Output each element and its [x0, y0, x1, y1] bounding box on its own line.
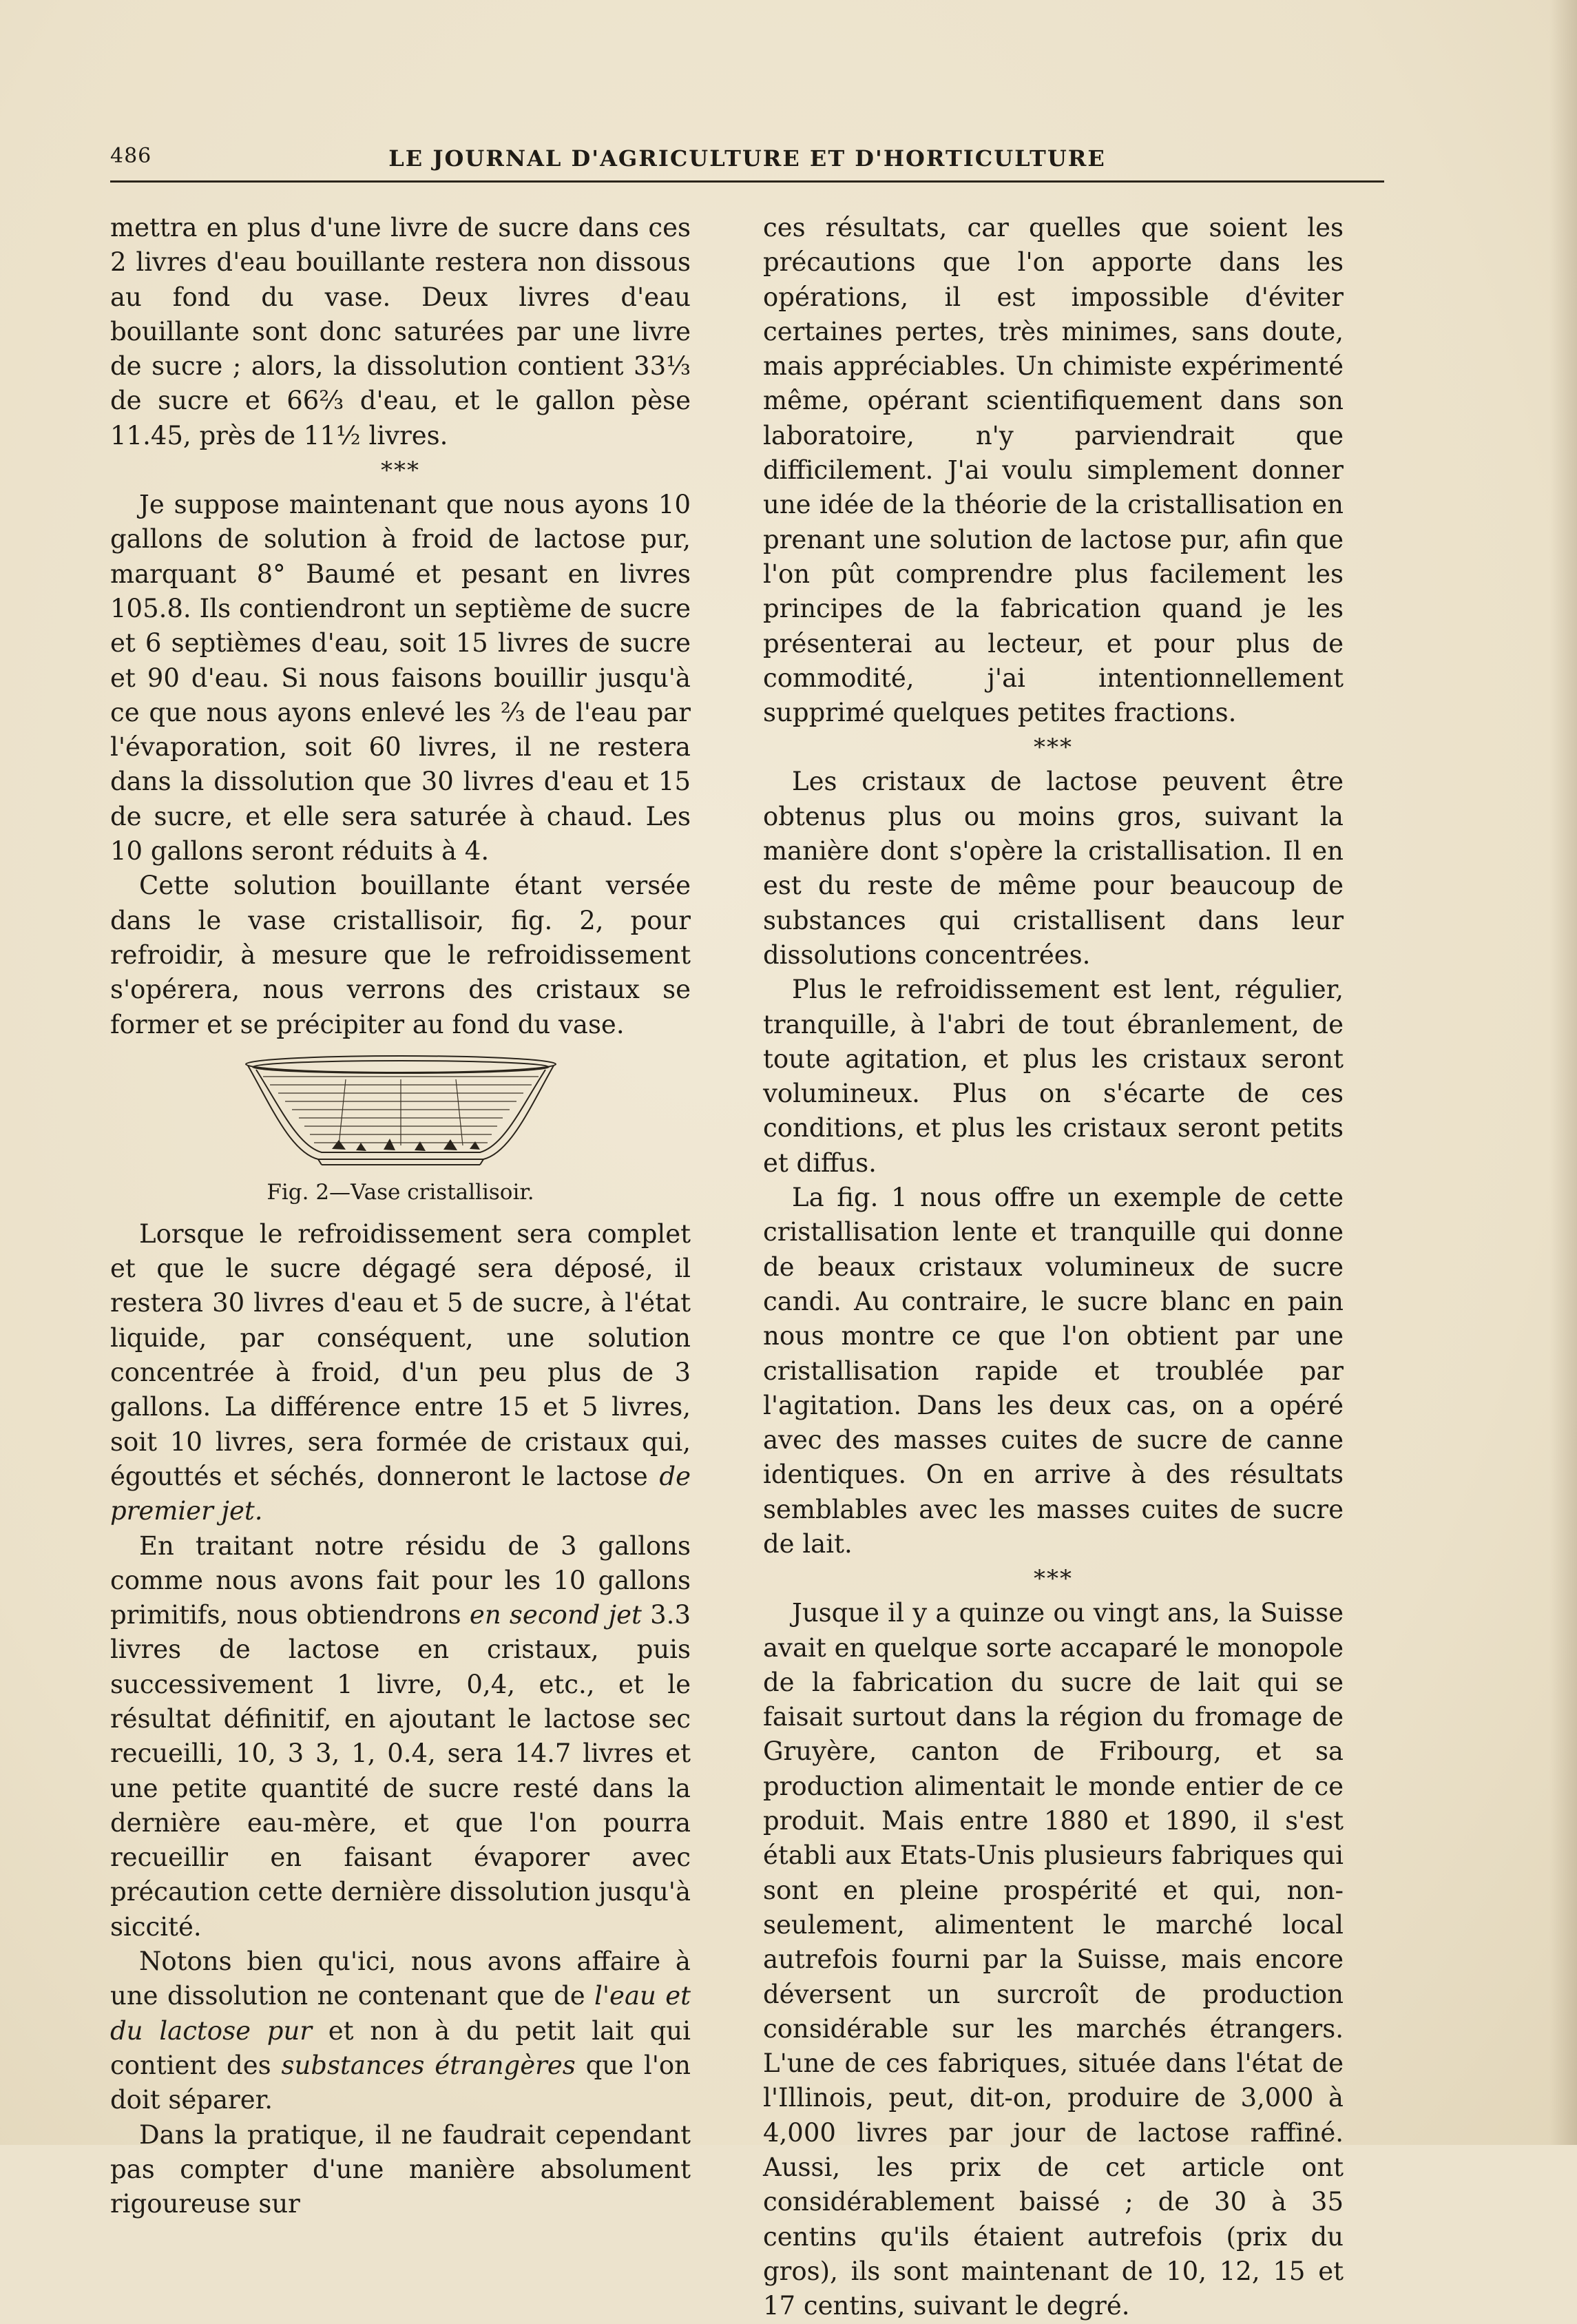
section-separator-stars: ***: [1034, 734, 1073, 762]
italic-text: l'eau et du lactose pur: [110, 1981, 691, 2046]
paragraph: Je suppose maintenant que nous ayons 10 gallons de solution à froid de lactose pur, marquant 8° Baumé et pesant en livres 105.8. Ils contiendront un septième de sucre et 6 septièmes d'eau, soit 15 livres de sucre et 90 d'eau. Si nous faisons bouillir jusqu'à ce que nous ayons enlevé les ⅔ de l'eau par l'évaporation, soit 60 livres, il ne restera dans la dissolution que 30 livres d'eau et 15 de sucre, et elle sera saturée à chaud. Les 10 gallons seront réduits à 4.: [110, 490, 691, 867]
crystallizing-vase-illustration: [242, 1049, 559, 1173]
page-header: [110, 141, 1384, 176]
running-title: LE JOURNAL D'AGRICULTURE ET D'HORTICULTURE: [388, 145, 1106, 172]
header-rule: [110, 180, 1384, 183]
paragraph: Lorsque le refroidissement sera complet et que le sucre dégagé sera déposé, il restera 30 livres d'eau et 5 de sucre, à l'état liquide, par conséquent, une solution concentrée à froid, d'un peu plus de 3 gallons. La différence entre 15 et 5 livres, soit 10 livres, sera formée de cristaux qui, égouttés et séchés, donneront le lactose de premier jet.: [110, 1218, 691, 1526]
paragraph: Dans la pratique, il ne faudrait cependant pas compter d'une manière absolument rigoureuse sur: [110, 2119, 691, 2219]
italic-text: en second jet: [469, 1600, 642, 1630]
italic-text: substances étrangères: [281, 2050, 576, 2080]
left-column: [110, 211, 691, 2221]
section-separator-stars: ***: [1034, 1565, 1073, 1593]
paragraph: Jusque il y a quinze ou vingt ans, la Suisse avait en quelque sorte accaparé le monopole de la fabrication du sucre de lait qui se faisait surtout dans la région du fromage de Gruyère, canton de Fribourg, et sa production alimentait le monde entier de ce produit. Mais entre 1880 et 1890, il s'est établi aux Etats-Unis plusieurs fabriques qui sont en pleine prospérité et qui, non-seulement, alimentent le marché local autrefois fourni par la Suisse, mais encore déversent un surcroît de production considérable sur les marchés étrangers. L'une de ces fabriques, située dans l'état de l'Illinois, peut, dit-on, produire de 3,000 à 4,000 livres par jour de lactose raffiné. Aussi, les prix de cet article ont considérablement baissé ; de 30 à 35 centins qu'ils étaient autrefois (prix du gros), ils sont maintenant de 10, 12, 15 et 17 centins, suivant le degré.: [763, 1598, 1344, 2321]
figure-caption: Fig. 2—Vase cristallisoir.: [267, 1179, 534, 1205]
paragraph: Cette solution bouillante étant versée dans le vase cristallisoir, fig. 2, pour refroidir, à mesure que le refroidissement s'opérera, nous verrons des cristaux se former et se précipiter au fond du vase.: [110, 871, 691, 1039]
paragraph: La fig. 1 nous offre un exemple de cette cristallisation lente et tranquille qui donne de beaux cristaux volumineux de sucre candi. Au contraire, le sucre blanc en pain nous montre ce que l'on obtient par une cristallisation rapide et troublée par l'agitation. Dans les deux cas, on a opéré avec des masses cuites de sucre de canne identiques. On en arrive à des résultats semblables avec les masses cuites de sucre de lait.: [763, 1183, 1344, 1559]
page-number: 486: [110, 144, 152, 168]
page-edge-shadow: [1549, 0, 1577, 2145]
paragraph: Plus le refroidissement est lent, régulier, tranquille, à l'abri de tout ébranlement, de toute agitation, et plus les cristaux seront volumineux. Plus on s'écarte de ces conditions, et plus les cristaux seront petits et diffus.: [763, 975, 1344, 1178]
italic-text: de premier jet.: [110, 1461, 691, 1526]
paragraph: Les cristaux de lactose peuvent être obtenus plus ou moins gros, suivant la manière dont s'opère la cristallisation. Il en est du reste de même pour beaucoup de substances qui cristallisent dans leur dissolutions concentrées.: [763, 767, 1344, 970]
paragraph: ces résultats, car quelles que soient les précautions que l'on apporte dans les opérations, il est impossible d'éviter certaines pertes, très minimes, sans doute, mais appréciables. Un chimiste expérimenté même, opérant scientifiquement dans son laboratoire, n'y parviendrait que difficilement. J'ai voulu simplement donner une idée de la théorie de la cristallisation en prenant une solution de lactose pur, afin que l'on pût comprendre plus facilement les principes de la fabrication quand je les présenterai au lecteur, et pour plus de commodité, j'ai intentionnellement supprimé quelques petites fractions.: [763, 213, 1344, 728]
section-separator-stars: ***: [381, 457, 420, 485]
paragraph: En traitant notre résidu de 3 gallons comme nous avons fait pour les 10 gallons primitifs, nous obtiendrons en second jet 3.3 livres de lactose en cristaux, puis successivement 1 livre, 0,4, etc., et le résultat définitif, en ajoutant le lactose sec recueilli, 10, 3 3, 1, 0.4, sera 14.7 livres et une petite quantité de sucre resté dans la dernière eau-mère, et que l'on pourra recueillir en faisant évaporer avec précaution cette dernière dissolution jusqu'à siccité.: [110, 1531, 691, 1942]
figure-vase-cristallisoir: [110, 1049, 691, 1207]
paragraph: Notons bien qu'ici, nous avons affaire à une dissolution ne contenant que de l'eau et du lactose pur et non à du petit lait qui contient des substances étrangères que l'on doit séparer.: [110, 1947, 691, 2115]
right-column: [763, 211, 1344, 2324]
paragraph: mettra en plus d'une livre de sucre dans ces 2 livres d'eau bouillante restera non dissous au fond du vase. Deux livres d'eau bouillante sont donc saturées par une livre de sucre ; alors, la dissolution contient 33⅓ de sucre et 66⅔ d'eau, et le gallon pèse 11.45, près de 11½ livres.: [110, 213, 691, 450]
